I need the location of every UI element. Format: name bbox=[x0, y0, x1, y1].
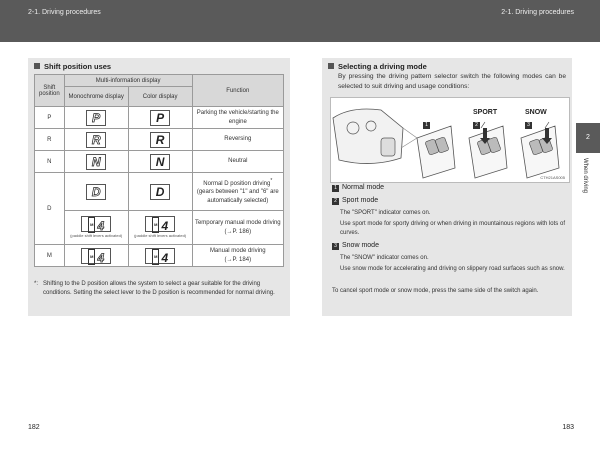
shift-position-table bbox=[34, 74, 284, 267]
chapter-title: When driving bbox=[582, 158, 588, 194]
page-header bbox=[0, 0, 600, 42]
function-main: Normal D position driving bbox=[203, 180, 271, 187]
mode-normal-heading: 1 Normal mode bbox=[332, 184, 384, 192]
page-number-right: 183 bbox=[562, 424, 574, 431]
snow-label: SNOW bbox=[525, 109, 547, 116]
table-row bbox=[35, 107, 284, 129]
driving-mode-title: Selecting a driving mode bbox=[328, 62, 427, 71]
table-row bbox=[35, 173, 284, 211]
mono-glyph: M 4 bbox=[81, 248, 111, 264]
color-glyph: P bbox=[150, 110, 170, 126]
footnote-mark: *: bbox=[34, 281, 39, 287]
sport-label: SPORT bbox=[473, 109, 498, 116]
callout-2: 2 bbox=[473, 122, 480, 129]
function-cell bbox=[192, 211, 283, 245]
num-1-icon: 1 bbox=[332, 185, 339, 192]
col-color: Color display bbox=[128, 87, 192, 107]
function-cell bbox=[192, 245, 283, 267]
table-row bbox=[35, 151, 284, 173]
table-row bbox=[35, 211, 284, 245]
cancel-mode-text: To cancel sport mode or snow mode, press the same side of the switch again. bbox=[332, 288, 539, 294]
mode-sport-heading: 2 Sport mode bbox=[332, 197, 378, 205]
function-main: Temporary manual mode driving bbox=[194, 220, 281, 227]
sport-indicator-text: The "SPORT" indicator comes on. bbox=[340, 210, 431, 216]
mode-switch-illustration bbox=[330, 97, 570, 183]
mono-glyph: R bbox=[86, 132, 106, 148]
section-square-icon bbox=[34, 63, 40, 69]
function-main: Manual mode driving bbox=[209, 248, 266, 255]
chapter-tab: 2 bbox=[576, 123, 600, 153]
color-glyph: M 4 bbox=[145, 216, 175, 232]
num-3-icon: 3 bbox=[332, 243, 339, 250]
shift-cell: M bbox=[35, 245, 65, 267]
color-glyph: M 4 bbox=[145, 248, 175, 264]
color-glyph: N bbox=[150, 154, 170, 170]
header-right-title: 2-1. Driving procedures bbox=[501, 9, 574, 16]
function-ref: (→P. 186) bbox=[224, 228, 252, 235]
mono-glyph: D bbox=[86, 184, 106, 200]
footnote bbox=[34, 280, 286, 297]
page-number-left: 182 bbox=[28, 424, 40, 431]
function-ref: (→P. 184) bbox=[224, 256, 252, 263]
shift-cell: R bbox=[35, 129, 65, 151]
shift-cell: D bbox=[35, 173, 65, 245]
callout-1: 1 bbox=[423, 122, 430, 129]
function-cell: Reversing bbox=[192, 129, 283, 151]
sport-usage-text: Use sport mode for sporty driving or when driving in mountainous regions with lots of curves. bbox=[340, 221, 565, 236]
section-square-icon bbox=[328, 63, 334, 69]
function-cell: Normal D position driving* (gears between "1" and "6" are automatically selected) bbox=[192, 173, 283, 211]
mono-glyph: N bbox=[86, 154, 106, 170]
driving-mode-intro: By pressing the driving pattern selector switch the following modes can be selected to suit driving and usage conditions: bbox=[338, 73, 566, 90]
header-left-title: 2-1. Driving procedures bbox=[28, 9, 101, 16]
color-glyph: D bbox=[150, 184, 170, 200]
function-cell: Parking the vehicle/starting the engine bbox=[192, 107, 283, 129]
illustration-code: CTH21AS005 bbox=[540, 175, 565, 180]
color-note: (paddle shift levers activated) bbox=[134, 233, 187, 239]
shift-cell: N bbox=[35, 151, 65, 173]
table-row bbox=[35, 245, 284, 267]
callout-3: 3 bbox=[525, 122, 532, 129]
col-function: Function bbox=[192, 75, 283, 107]
shift-position-panel bbox=[28, 58, 290, 316]
col-monochrome: Monochrome display bbox=[64, 87, 128, 107]
col-multi-info-display: Multi-information display bbox=[64, 75, 192, 87]
footnote-text: Shifting to the D position allows the system to select a gear suitable for the driving conditions. Setting the select lever to the D position is recommended for normal driving. bbox=[43, 281, 275, 296]
color-glyph: R bbox=[150, 132, 170, 148]
function-cell: Neutral bbox=[192, 151, 283, 173]
snow-indicator-text: The "SNOW" indicator comes on. bbox=[340, 255, 429, 261]
function-note: (gears between "1" and "6" are automatically selected) bbox=[196, 189, 279, 204]
shift-cell: P bbox=[35, 107, 65, 129]
num-2-icon: 2 bbox=[332, 198, 339, 205]
table-row bbox=[35, 129, 284, 151]
mode-snow-heading: 3 Snow mode bbox=[332, 242, 379, 250]
mono-glyph: M 4 bbox=[81, 216, 111, 232]
mono-note: (paddle shift levers activated) bbox=[70, 233, 123, 239]
shift-position-title: Shift position uses bbox=[34, 62, 111, 71]
col-shift-position: Shift position bbox=[35, 75, 65, 107]
snow-usage-text: Use snow mode for accelerating and driving on slippery road surfaces such as snow. bbox=[340, 266, 565, 272]
mono-glyph: P bbox=[86, 110, 106, 126]
